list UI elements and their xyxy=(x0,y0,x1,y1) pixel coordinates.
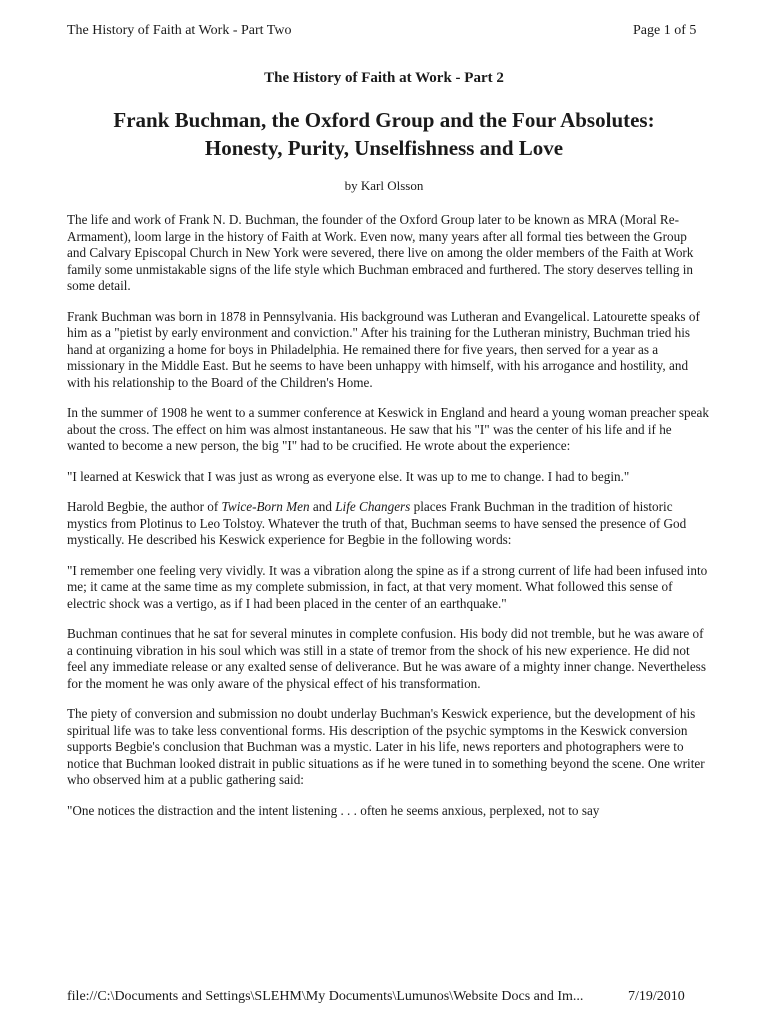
book-title-twice-born-men: Twice-Born Men xyxy=(221,499,310,514)
book-title-life-changers: Life Changers xyxy=(335,499,411,514)
header-doc-title: The History of Faith at Work - Part Two xyxy=(67,23,292,38)
footer-file-path: file://C:\Documents and Settings\SLEHM\My Documents\Lumunos\Website Docs and Im... xyxy=(67,989,584,1004)
paragraph-5: Buchman continues that he sat for several minutes in complete confusion. His body did not tremble, but he was aware of a continuing vibration in his soul which was still in a state of tremor from the shock of his new experience. He did not feel any immediate release or any exalted sense of deliverance. But he was aware of a mighty inner change. Nevertheless for the moment he was only aware of the physical effect of his transformation. xyxy=(67,626,706,691)
article-byline: by Karl Olsson xyxy=(344,178,424,193)
quote-2: "I remember one feeling very vividly. It was a vibration along the spine as if a strong current of life had been infused into me; it came at the same time as my complete submission, in fact, at that very moment. What followed this sense of electric shock was a vertigo, as if I had been placed in the center of an earthquake." xyxy=(67,562,708,611)
article-title-line1: Frank Buchman, the Oxford Group and the Four Absolutes: xyxy=(113,108,655,132)
paragraph-3: In the summer of 1908 he went to a summer conference at Keswick in England and heard a young woman preacher speak about the cross. The effect on him was almost instantaneous. He saw that his "I" was the center of his life and if he wanted to become a new person, the big "I" had to be crucified. He wrote about the experience: xyxy=(67,405,709,453)
paragraph-2: Frank Buchman was born in 1878 in Pennsylvania. His background was Lutheran and Evangelical. Latourette speaks of him as a "pietist by early environment and conviction." After his training for the Lutheran ministry, Buchman tried his hand at organizing a home for boys in Philadelphia. He remained there for five years, then served for a year as a missionary in the Middle East. But he seems to have been unhappy with himself, with his arrogance and hostility, and with his relationship to the Board of the Children's Home. xyxy=(67,308,700,390)
article-body xyxy=(67,212,709,819)
article-subtitle: The History of Faith at Work - Part 2 xyxy=(264,70,504,86)
paragraph-4 xyxy=(67,499,709,549)
article-title xyxy=(0,106,768,162)
paragraph-4-part-b: and xyxy=(309,499,336,514)
quote-3: "One notices the distraction and the intent listening . . . often he seems anxious, perplexed, not to say xyxy=(67,802,600,818)
paragraph-4-part-a: Harold Begbie, the author of xyxy=(67,499,222,514)
header-page-info: Page 1 of 5 xyxy=(633,23,697,38)
footer-date: 7/19/2010 xyxy=(628,989,685,1004)
quote-1: "I learned at Keswick that I was just as wrong as everyone else. It was up to me to change. I had to begin." xyxy=(67,468,630,484)
paragraph-1: The life and work of Frank N. D. Buchman, the founder of the Oxford Group later to be known as MRA (Moral Re-Armament), loom large in the history of Faith at Work. Even now, many years after all formal ties between the Group and Calvary Episcopal Church in New York were severed, there live on among the older members of the Faith at Work family some unmistakable signs of the life style which Buchman embraced and furthered. The story deserves telling in some detail. xyxy=(67,212,694,293)
paragraph-4-part-c: places Frank Buchman in the tradition of historic mystics from Plotinus to Leo Tolstoy. Whatever the truth of that, Buchman seems to have sensed the presence of God mystically. He described his Keswick experience for Begbie in the following words: xyxy=(67,499,687,547)
paragraph-6: The piety of conversion and submission no doubt underlay Buchman's Keswick experience, but the development of his spiritual life was to take less conventional forms. His description of the psychic symptoms in the Keswick conversion supports Begbie's conclusion that Buchman was a mystic. Later in his life, news reporters and photographers were to notice that Buchman looked distrait in public situations as if he were tuned in to something beyond the scene. One writer who observed him at a public gathering said: xyxy=(67,706,705,787)
article-title-line2: Honesty, Purity, Unselfishness and Love xyxy=(204,136,564,160)
